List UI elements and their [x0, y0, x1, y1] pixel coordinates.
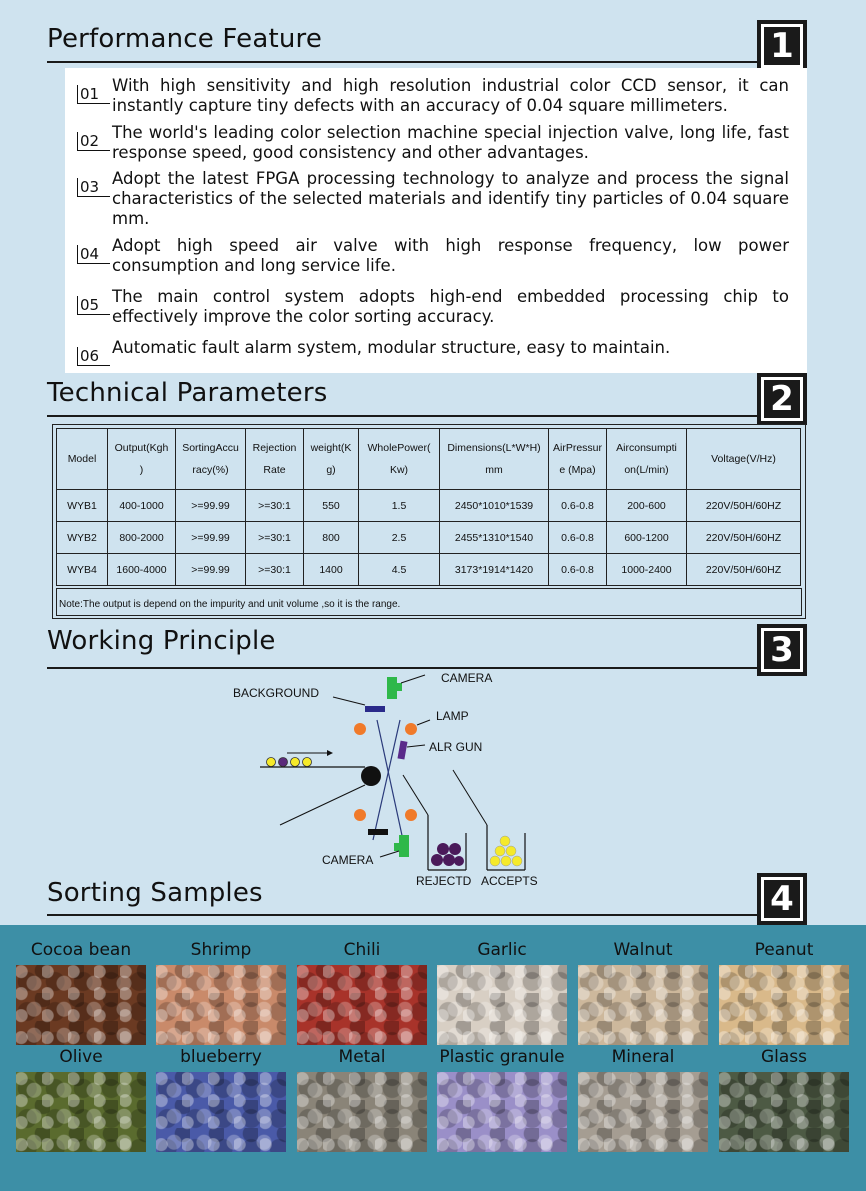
table-cell: WYB4: [57, 554, 108, 586]
label-accepts: ACCEPTS: [481, 874, 538, 888]
trajectory: [377, 720, 403, 840]
table-cell: 4.5: [359, 554, 440, 586]
working-title: Working Principle: [47, 626, 276, 656]
table-cell: 1.5: [359, 490, 440, 522]
table-cell: 1400: [304, 554, 359, 586]
lamp-icon: [405, 809, 417, 821]
table-cell: 0.6-0.8: [549, 554, 607, 586]
table-header-row: [57, 429, 801, 490]
feature-number: 02: [77, 132, 110, 151]
features-panel: [65, 68, 807, 373]
feature-text: Adopt the latest FPGA processing technology to analyze and process the signal characteristics of the selected materials and identify tiny particles of 0.04 square mm.: [112, 169, 789, 228]
sample-label: Cocoa bean: [30, 940, 132, 960]
table-cell: 200-600: [607, 490, 687, 522]
belt-line: [280, 785, 365, 825]
sample-label: Garlic: [477, 940, 527, 960]
table-header-cell: Model: [57, 429, 108, 490]
feature-item: [77, 338, 789, 366]
table-cell: 2.5: [359, 522, 440, 554]
sample-label: Glass: [760, 1047, 808, 1067]
rejected-particle: [431, 854, 443, 866]
particle: [291, 758, 300, 767]
sample-item: [16, 1046, 146, 1152]
sample-label: Peanut: [754, 940, 814, 960]
sample-photo: [16, 1072, 146, 1152]
table-header-cell: Voltage(V/Hz): [687, 429, 801, 490]
table-cell: >=30:1: [246, 522, 304, 554]
table-cell: 220V/50H/60HZ: [687, 490, 801, 522]
particle: [267, 758, 276, 767]
feature-item: [77, 123, 789, 163]
table-cell: WYB2: [57, 522, 108, 554]
table-cell: 220V/50H/60HZ: [687, 522, 801, 554]
feature-item: [77, 169, 789, 229]
feature-item: [77, 236, 789, 276]
sample-photo: [578, 1072, 708, 1152]
table-cell: 1000-2400: [607, 554, 687, 586]
label-background: BACKGROUND: [233, 686, 320, 700]
table-header-cell: Rejection Rate: [246, 429, 304, 490]
sample-photo: [156, 965, 286, 1045]
sample-photo: [297, 965, 427, 1045]
table-cell: >=99.99: [176, 490, 246, 522]
table-cell: 0.6-0.8: [549, 490, 607, 522]
sample-item: [156, 939, 286, 1045]
feature-text: Automatic fault alarm system, modular structure, easy to maintain.: [112, 338, 671, 357]
section-divider: [47, 61, 762, 63]
sample-label: blueberry: [180, 1047, 262, 1067]
technical-title: Technical Parameters: [47, 378, 328, 408]
label-lamp: LAMP: [436, 709, 469, 723]
table-cell: >=30:1: [246, 490, 304, 522]
sample-item: [297, 1046, 427, 1152]
table-header-cell: Output(Kgh ): [108, 429, 176, 490]
feature-number: 01: [77, 85, 110, 104]
table-header-cell: SortingAccu racy(%): [176, 429, 246, 490]
performance-title: Performance Feature: [47, 24, 323, 54]
section-number-4: 4: [757, 873, 807, 925]
background-plate: [365, 706, 385, 712]
table-cell: >=99.99: [176, 554, 246, 586]
air-gun-icon: [397, 741, 407, 760]
label-camera-bottom: CAMERA: [322, 853, 374, 867]
label-air-gun: ALR GUN: [429, 740, 483, 754]
table-cell: 3173*1914*1420: [440, 554, 549, 586]
table-row: [57, 554, 801, 586]
sample-photo: [16, 965, 146, 1045]
lamp-icon: [354, 723, 366, 735]
table-cell: 400-1000: [108, 490, 176, 522]
table-header-cell: weight(K g): [304, 429, 359, 490]
table-cell: 800-2000: [108, 522, 176, 554]
sample-item: [156, 1046, 286, 1152]
sample-photo: [437, 965, 567, 1045]
section-divider: [47, 415, 762, 417]
table-cell: 1600-4000: [108, 554, 176, 586]
table-header-cell: AirPressur e (Mpa): [549, 429, 607, 490]
sample-item: [437, 939, 567, 1045]
section-number-2: 2: [757, 373, 807, 425]
section-divider: [47, 914, 762, 916]
sample-item: [578, 939, 708, 1045]
table-header-cell: Airconsumpti on(L/min): [607, 429, 687, 490]
label-rejected: REJECTD: [416, 874, 472, 888]
sample-item: [719, 939, 849, 1045]
parameters-table: [56, 428, 801, 586]
samples-title: Sorting Samples: [47, 878, 263, 908]
table-cell: >=99.99: [176, 522, 246, 554]
lamp-icon: [405, 723, 417, 735]
feature-text: The main control system adopts high-end embedded processing chip to effectively improve the color sorting accuracy.: [112, 287, 789, 326]
sample-label: Olive: [59, 1047, 103, 1067]
table-cell: 800: [304, 522, 359, 554]
sample-item: [16, 939, 146, 1045]
table-row: [57, 490, 801, 522]
table-header-cell: WholePower( Kw): [359, 429, 440, 490]
sample-label: Walnut: [613, 940, 673, 960]
table-cell: 550: [304, 490, 359, 522]
working-principle-diagram: [225, 665, 565, 890]
section-number-1: 1: [757, 20, 807, 72]
table-cell: 220V/50H/60HZ: [687, 554, 801, 586]
sample-item: [719, 1046, 849, 1152]
sample-label: Plastic granule: [439, 1047, 565, 1067]
table-row: [57, 522, 801, 554]
background-plate: [368, 829, 388, 835]
feature-number: 05: [77, 296, 110, 315]
particle: [279, 758, 288, 767]
feature-item: [77, 287, 789, 327]
sample-photo: [578, 965, 708, 1045]
feature-text: The world's leading color selection machine special injection valve, long life, fast response speed, good consistency and other advantages.: [112, 123, 789, 162]
table-cell: >=30:1: [246, 554, 304, 586]
sample-label: Metal: [338, 1047, 386, 1067]
feature-item: [77, 76, 789, 116]
table-cell: 2450*1010*1539: [440, 490, 549, 522]
table-cell: 600-1200: [607, 522, 687, 554]
lamp-icon: [354, 809, 366, 821]
feature-text: With high sensitivity and high resolution industrial color CCD sensor, it can instantly capture tiny defects with an accuracy of 0.04 square millimeters.: [112, 76, 789, 115]
table-cell: WYB1: [57, 490, 108, 522]
accepted-particle: [490, 856, 500, 866]
sample-photo: [297, 1072, 427, 1152]
sample-photo: [719, 1072, 849, 1152]
sample-item: [578, 1046, 708, 1152]
sample-photo: [437, 1072, 567, 1152]
sample-item: [297, 939, 427, 1045]
feature-number: 04: [77, 245, 110, 264]
feature-number: 06: [77, 347, 110, 366]
feature-number: 03: [77, 178, 110, 197]
samples-panel: [0, 925, 866, 1191]
sample-item: [437, 1046, 567, 1152]
table-cell: 0.6-0.8: [549, 522, 607, 554]
particle: [303, 758, 312, 767]
parameters-table-frame: [52, 424, 806, 619]
table-note: Note:The output is depend on the impurity and unit volume ,so it is the range.: [59, 599, 401, 610]
sample-label: Mineral: [611, 1047, 675, 1067]
table-header-cell: Dimensions(L*W*H) mm: [440, 429, 549, 490]
table-cell: 2455*1310*1540: [440, 522, 549, 554]
label-camera-top: CAMERA: [441, 671, 493, 685]
sample-photo: [156, 1072, 286, 1152]
sample-label: Shrimp: [190, 940, 252, 960]
roller: [361, 766, 381, 786]
direction-arrowhead: [327, 750, 333, 756]
section-number-3: 3: [757, 624, 807, 676]
sample-label: Chili: [343, 940, 381, 960]
feature-text: Adopt high speed air valve with high response frequency, low power consumption and long service life.: [112, 236, 789, 275]
sample-photo: [719, 965, 849, 1045]
